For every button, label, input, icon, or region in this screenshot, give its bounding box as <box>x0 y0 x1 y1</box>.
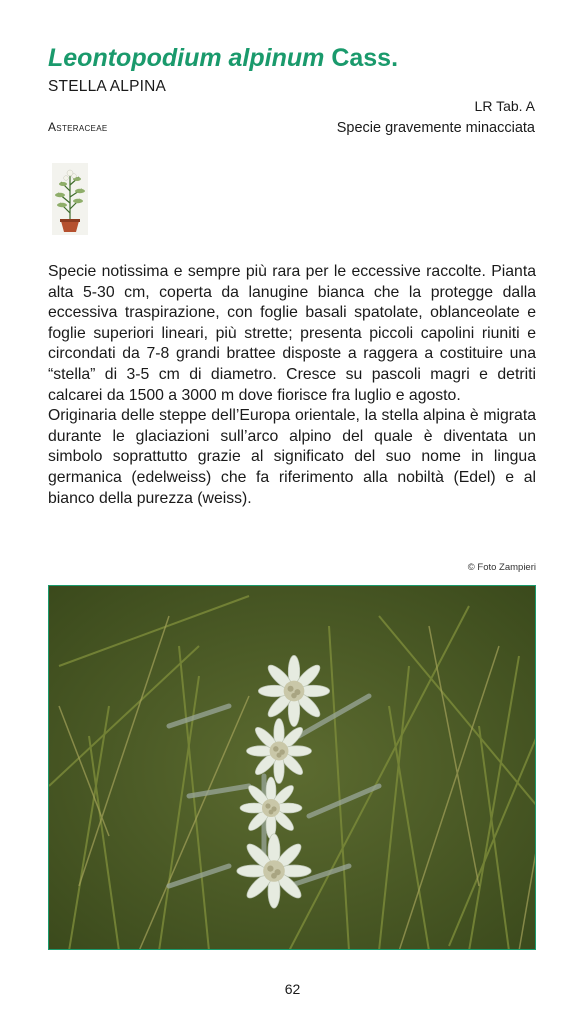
species-description <box>48 262 536 509</box>
edelweiss-photo <box>48 585 536 950</box>
photo-credit: © Foto Zampieri <box>467 562 536 573</box>
description-paragraph: Specie notissima e sempre più rara per le eccessive raccolte. Pianta alta 5-30 cm, coperta da lanugine bianca che la protegge dalla eccessiva traspirazione, con foglie basali spatolate, oblanceolate e foglie superiori lineari, più strette; presenta piccoli capolini riuniti e circondati da 7-8 grandi brattee disposte a raggera a costituire una “stella” di 3-5 cm di diametro. Cresce su pascoli magri e detriti calcarei da 1500 a 3000 m dove fiorisce fra luglio e agosto. <box>48 263 536 404</box>
common-name: STELLA ALPINA <box>48 78 167 95</box>
page-number: 62 <box>284 981 301 997</box>
scientific-name: Leontopodium alpinum <box>48 44 325 72</box>
conservation-status: Specie gravemente minacciata <box>336 120 535 136</box>
description-paragraph: Originaria delle steppe dell’Europa orientale, la stella alpina è migrata durante le glaciazioni sull’arco alpino del quale è diventata un simbolo soprattutto grazie al significato del suo nome in lingua germanica (edelweiss) che fa riferimento alla nobiltà (Edel) e al bianco della purezza (weiss). <box>48 407 536 507</box>
lr-table-label: LR Tab. A <box>474 98 535 114</box>
potted-plant-icon <box>52 163 88 235</box>
species-title <box>48 44 398 73</box>
family-name: Asteraceae <box>48 120 108 134</box>
species-author: Cass. <box>331 44 399 72</box>
